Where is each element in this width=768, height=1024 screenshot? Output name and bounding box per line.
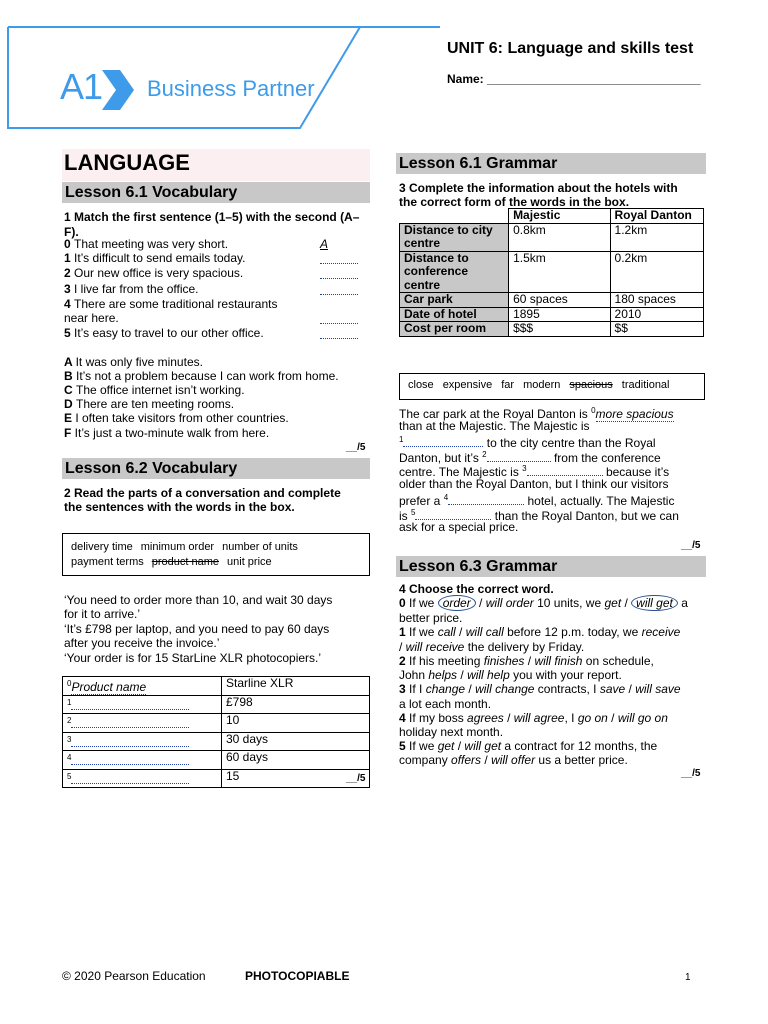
quote-line: ‘Your order is for 15 StarLine XLR photocopiers.’ bbox=[64, 651, 322, 665]
vocab62-score: __/5 bbox=[346, 773, 366, 784]
table-header-row bbox=[400, 209, 704, 224]
table-row bbox=[400, 322, 704, 337]
option-word[interactable]: call bbox=[437, 625, 456, 639]
grammar63-line bbox=[399, 711, 668, 725]
table-cell: $$ bbox=[610, 322, 703, 337]
text-run: / bbox=[625, 682, 636, 696]
blank-number: 5 bbox=[411, 508, 416, 517]
row-label: Distance to conference centre bbox=[400, 251, 509, 293]
text-run: than the Royal Danton, but we can bbox=[491, 509, 679, 523]
text-run: / bbox=[454, 739, 465, 753]
item-number: 3 bbox=[399, 682, 406, 696]
option-word[interactable]: go on bbox=[577, 711, 608, 725]
header-banner bbox=[0, 0, 768, 135]
item-text: It’s easy to travel to our other office. bbox=[74, 326, 264, 340]
word-box-item: traditional bbox=[621, 379, 670, 391]
grammar63-line bbox=[399, 697, 491, 711]
grammar63-score: __/5 bbox=[681, 768, 701, 779]
table-row bbox=[63, 677, 370, 696]
option-text: It was only five minutes. bbox=[75, 355, 203, 369]
option-word[interactable]: will get bbox=[631, 595, 678, 611]
text-run: a contract for 12 months, the bbox=[501, 739, 658, 753]
item-number: 1 bbox=[64, 251, 75, 265]
table-cell: 60 days bbox=[222, 751, 370, 770]
table-cell: £798 bbox=[222, 695, 370, 714]
word-box-item: modern bbox=[523, 379, 561, 391]
blank-number: 2 bbox=[482, 450, 487, 459]
grammar63-line bbox=[399, 640, 584, 654]
blank-number: 1 bbox=[399, 435, 404, 444]
grammar63-line bbox=[399, 625, 680, 639]
grammar63-instruction: 4 Choose the correct word. bbox=[399, 582, 554, 596]
blank-number: 0 bbox=[591, 406, 596, 415]
table-row bbox=[400, 223, 704, 251]
footer-copyright: © 2020 Pearson Education bbox=[62, 969, 206, 983]
option-word[interactable]: offers bbox=[451, 753, 482, 767]
word-box-item: close bbox=[408, 379, 434, 391]
column-header: Majestic bbox=[509, 209, 610, 224]
answer-blank[interactable] bbox=[320, 311, 358, 324]
vocab61-answer-0: A bbox=[320, 237, 329, 251]
logo-level: A1 bbox=[60, 66, 103, 107]
answer-example: more spacious bbox=[595, 407, 674, 421]
text-run: holiday next month. bbox=[399, 725, 504, 739]
text-run: company bbox=[399, 753, 452, 767]
item-text: There are some traditional restaurants bbox=[74, 297, 278, 311]
quote-line: ‘You need to order more than 10, and wait 30 days bbox=[64, 593, 333, 607]
answer-blank[interactable] bbox=[320, 282, 358, 295]
vocab61-option bbox=[64, 355, 203, 369]
answer-example: Product name bbox=[71, 680, 147, 694]
item-number: 4 bbox=[64, 297, 75, 311]
table-row bbox=[63, 769, 370, 788]
option-word[interactable]: will get bbox=[464, 739, 502, 753]
text-run: / bbox=[457, 668, 468, 682]
grammar63-heading: Lesson 6.3 Grammar bbox=[396, 556, 706, 577]
row-number: 5 bbox=[67, 771, 72, 781]
item-number: 3 bbox=[64, 282, 75, 296]
table-row bbox=[63, 732, 370, 751]
vocab62-table bbox=[62, 676, 370, 788]
item-number: 0 bbox=[399, 596, 410, 610]
quote-line: ‘It’s £798 per laptop, and you need to pay 60 days bbox=[64, 622, 330, 636]
table-row bbox=[400, 307, 704, 322]
table-cell: 15 bbox=[222, 769, 370, 788]
logo-arrow-icon bbox=[102, 70, 134, 110]
vocab62-heading: Lesson 6.2 Vocabulary bbox=[62, 458, 370, 479]
table-row bbox=[63, 751, 370, 770]
vocab61-heading: Lesson 6.1 Vocabulary bbox=[62, 182, 370, 203]
text-run: / bbox=[524, 654, 535, 668]
text-run: from the conference bbox=[550, 451, 661, 465]
text-run: , I bbox=[564, 711, 578, 725]
option-letter: C bbox=[64, 383, 76, 397]
item-text: It’s difficult to send emails today. bbox=[74, 251, 246, 265]
row-number: 2 bbox=[67, 716, 72, 725]
text-run: a lot each month. bbox=[399, 697, 492, 711]
text-run: / bbox=[455, 625, 466, 639]
answer-blank[interactable] bbox=[71, 699, 189, 710]
text-run: hotel, actually. The Majestic bbox=[524, 494, 675, 508]
hotel-table bbox=[399, 208, 704, 337]
table-cell: $$$ bbox=[509, 322, 610, 337]
text-run: John bbox=[399, 668, 429, 682]
option-word[interactable]: get bbox=[437, 739, 455, 753]
grammar63-line bbox=[399, 725, 503, 739]
answer-blank[interactable] bbox=[320, 251, 358, 264]
text-run: / bbox=[399, 640, 406, 654]
text-run: centre. The Majestic is bbox=[399, 465, 523, 479]
column-header: Royal Danton bbox=[610, 209, 703, 224]
vocab61-item bbox=[64, 251, 245, 265]
answer-blank[interactable] bbox=[71, 736, 189, 747]
option-word[interactable]: will offer bbox=[491, 753, 536, 767]
answer-blank[interactable] bbox=[320, 326, 358, 339]
text-run: better price. bbox=[399, 611, 463, 625]
answer-blank[interactable] bbox=[71, 754, 189, 765]
option-text: The office internet isn’t working. bbox=[76, 383, 245, 397]
text-run: contracts, I bbox=[534, 682, 600, 696]
item-number: 1 bbox=[399, 625, 406, 639]
footer-photocopiable: PHOTOCOPIABLE bbox=[245, 969, 350, 983]
row-label: Cost per room bbox=[400, 322, 509, 337]
text-run: is bbox=[399, 509, 411, 523]
table-row bbox=[400, 293, 704, 308]
item-number: 2 bbox=[399, 654, 406, 668]
vocab61-option bbox=[64, 369, 339, 383]
word-box-item: expensive bbox=[442, 379, 493, 391]
option-word[interactable]: will go on bbox=[617, 711, 668, 725]
table-cell: 0.2km bbox=[610, 251, 703, 293]
vocab62-word-box bbox=[62, 533, 370, 576]
text-run: If I bbox=[405, 682, 426, 696]
grammar61-instruction-1: 3 Complete the information about the hotels with bbox=[399, 181, 678, 195]
option-word[interactable]: will call bbox=[465, 625, 504, 639]
item-number: 4 bbox=[399, 711, 406, 725]
text-run: Danton, but it’s bbox=[399, 451, 483, 465]
grammar61-line bbox=[399, 419, 590, 433]
text-run: the delivery by Friday. bbox=[464, 640, 585, 654]
grammar63-line bbox=[399, 753, 628, 767]
grammar61-heading: Lesson 6.1 Grammar bbox=[396, 153, 706, 174]
table-cell: 1.2km bbox=[610, 223, 703, 251]
option-letter: E bbox=[64, 411, 76, 425]
option-word[interactable]: will help bbox=[467, 668, 510, 682]
item-number: 5 bbox=[399, 739, 406, 753]
grammar61-line bbox=[399, 477, 668, 491]
vocab61-option bbox=[64, 426, 269, 440]
vocab61-instruction: 1 Match the first sentence (1–5) with the second (A–F). bbox=[64, 210, 360, 239]
table-cell: 10 bbox=[222, 714, 370, 733]
vocab61-item bbox=[64, 266, 243, 280]
row-number: 4 bbox=[67, 753, 72, 762]
item-text: That meeting was very short. bbox=[74, 237, 229, 251]
table-cell bbox=[400, 209, 509, 224]
table-cell bbox=[63, 751, 222, 770]
vocab61-item bbox=[64, 311, 119, 325]
text-run: / bbox=[475, 596, 486, 610]
word-box-item: payment terms bbox=[71, 556, 144, 568]
text-run: / bbox=[465, 682, 476, 696]
answer-blank[interactable] bbox=[415, 509, 491, 520]
table-row bbox=[63, 695, 370, 714]
answer-blank[interactable] bbox=[403, 436, 483, 447]
row-number: 1 bbox=[67, 697, 72, 707]
row-label: Distance to city centre bbox=[400, 223, 509, 251]
text-run: us a better price. bbox=[535, 753, 628, 767]
word-box-item: unit price bbox=[227, 556, 272, 568]
text-run: If we bbox=[405, 625, 438, 639]
word-box-item: spacious bbox=[569, 379, 613, 391]
text-run: If we bbox=[405, 739, 438, 753]
vocab62-instruction-1: 2 Read the parts of a conversation and complete bbox=[64, 486, 341, 500]
option-word[interactable]: finishes bbox=[483, 654, 525, 668]
text-run: 10 units, we bbox=[533, 596, 605, 610]
text-run: / bbox=[607, 711, 618, 725]
option-word[interactable]: will agree bbox=[513, 711, 565, 725]
table-cell: Starline XLR bbox=[222, 677, 370, 696]
row-label: Car park bbox=[400, 293, 509, 308]
option-letter: A bbox=[64, 355, 76, 369]
vocab61-score: __/5 bbox=[346, 442, 366, 453]
item-text: Our new office is very spacious. bbox=[74, 266, 244, 280]
text-run: on schedule, bbox=[582, 654, 654, 668]
word-box-item: far bbox=[501, 379, 515, 391]
text-run: / bbox=[481, 753, 492, 767]
quote-line: for it to arrive.’ bbox=[64, 607, 141, 621]
option-word[interactable]: will change bbox=[475, 682, 535, 696]
option-word[interactable]: will order bbox=[485, 596, 534, 610]
option-word[interactable]: save bbox=[599, 682, 626, 696]
answer-blank[interactable] bbox=[71, 773, 189, 784]
vocab61-item bbox=[64, 297, 277, 311]
option-letter: B bbox=[64, 369, 76, 383]
item-number: 2 bbox=[64, 266, 75, 280]
table-cell: 2010 bbox=[610, 307, 703, 322]
text-run: If his meeting bbox=[405, 654, 484, 668]
option-word[interactable]: change bbox=[425, 682, 466, 696]
text-run: because it’s bbox=[602, 465, 670, 479]
text-run: If my boss bbox=[405, 711, 468, 725]
vocab61-option bbox=[64, 397, 234, 411]
answer-blank[interactable] bbox=[487, 451, 551, 462]
table-cell bbox=[63, 769, 222, 788]
item-text: near here. bbox=[64, 311, 119, 325]
answer-blank[interactable] bbox=[527, 465, 603, 476]
option-text: It’s just a two-minute walk from here. bbox=[74, 426, 270, 440]
option-letter: F bbox=[64, 426, 75, 440]
text-run: / bbox=[503, 711, 514, 725]
option-letter: D bbox=[64, 397, 76, 411]
grammar61-score: __/5 bbox=[681, 540, 701, 551]
table-cell: 60 spaces bbox=[509, 293, 610, 308]
option-word[interactable]: get bbox=[604, 596, 622, 610]
text-run: / bbox=[621, 596, 632, 610]
answer-blank[interactable] bbox=[320, 266, 358, 279]
vocab61-item bbox=[64, 237, 228, 251]
text-run: a bbox=[677, 596, 688, 610]
row-number: 0 bbox=[67, 679, 72, 688]
option-word[interactable]: receive bbox=[641, 625, 681, 639]
grammar61-line bbox=[399, 520, 518, 534]
grammar61-word-box bbox=[399, 373, 705, 400]
table-cell: 180 spaces bbox=[610, 293, 703, 308]
grammar63-line bbox=[399, 654, 654, 668]
option-word[interactable]: order bbox=[438, 595, 476, 611]
grammar61-instruction-2: the correct form of the words in the box. bbox=[399, 195, 630, 209]
word-box-item: number of units bbox=[222, 541, 298, 553]
text-run: before 12 p.m. today, we bbox=[503, 625, 642, 639]
option-text: I often take visitors from other countries. bbox=[75, 411, 289, 425]
word-box-item: delivery time bbox=[71, 541, 133, 553]
option-word[interactable]: will finish bbox=[534, 654, 583, 668]
option-word[interactable]: will receive bbox=[405, 640, 465, 654]
text-run: to the city centre than the Royal bbox=[483, 436, 656, 450]
text-run: prefer a bbox=[399, 494, 444, 508]
option-text: It’s not a problem because I can work from home. bbox=[76, 369, 339, 383]
vocab61-item bbox=[64, 282, 199, 296]
text-run: ask for a special price. bbox=[399, 520, 519, 534]
item-text: I live far from the office. bbox=[74, 282, 199, 296]
table-cell bbox=[63, 732, 222, 751]
vocab62-instruction-2: the sentences with the words in the box. bbox=[64, 500, 295, 514]
text-run: you with your report. bbox=[509, 668, 622, 682]
word-box-item: product name bbox=[151, 556, 220, 568]
page-number: 1 bbox=[685, 972, 691, 983]
language-heading: LANGUAGE bbox=[64, 150, 190, 175]
vocab61-item bbox=[64, 326, 264, 340]
vocab61-option bbox=[64, 411, 289, 425]
word-box-item: minimum order bbox=[140, 541, 215, 553]
grammar63-line bbox=[399, 668, 622, 682]
table-cell: 30 days bbox=[222, 732, 370, 751]
item-number: 0 bbox=[64, 237, 75, 251]
text-run: older than the Royal Danton, but I think our visitors bbox=[399, 477, 669, 491]
text-run: If we bbox=[409, 596, 438, 610]
table-cell: 1895 bbox=[509, 307, 610, 322]
table-row bbox=[63, 714, 370, 733]
blank-number: 3 bbox=[522, 464, 527, 473]
blank-number: 4 bbox=[443, 493, 449, 502]
logo-name: Business Partner bbox=[147, 76, 315, 101]
grammar63-line bbox=[399, 611, 462, 625]
grammar63-line bbox=[399, 739, 657, 753]
item-number: 5 bbox=[64, 326, 75, 340]
grammar63-line bbox=[399, 596, 688, 610]
table-cell bbox=[63, 677, 222, 696]
table-row bbox=[400, 251, 704, 293]
name-field[interactable]: Name: ________________________________ bbox=[447, 72, 701, 86]
vocab61-option bbox=[64, 383, 245, 397]
answer-blank[interactable] bbox=[71, 717, 189, 728]
text-run: The car park at the Royal Danton is bbox=[399, 407, 592, 421]
option-word[interactable]: helps bbox=[428, 668, 458, 682]
table-cell: 1.5km bbox=[509, 251, 610, 293]
quote-line: after you receive the invoice.’ bbox=[64, 636, 220, 650]
option-word[interactable]: will save bbox=[635, 682, 681, 696]
unit-title: UNIT 6: Language and skills test bbox=[447, 40, 694, 57]
answer-blank[interactable] bbox=[448, 494, 524, 505]
table-cell bbox=[63, 695, 222, 714]
table-cell: 0.8km bbox=[509, 223, 610, 251]
text-run: than at the Majestic. The Majestic is bbox=[399, 419, 590, 433]
table-cell bbox=[63, 714, 222, 733]
row-label: Date of hotel bbox=[400, 307, 509, 322]
option-word[interactable]: agrees bbox=[467, 711, 504, 725]
row-number: 3 bbox=[67, 734, 72, 744]
option-text: There are ten meeting rooms. bbox=[76, 397, 235, 411]
grammar63-line bbox=[399, 682, 681, 696]
